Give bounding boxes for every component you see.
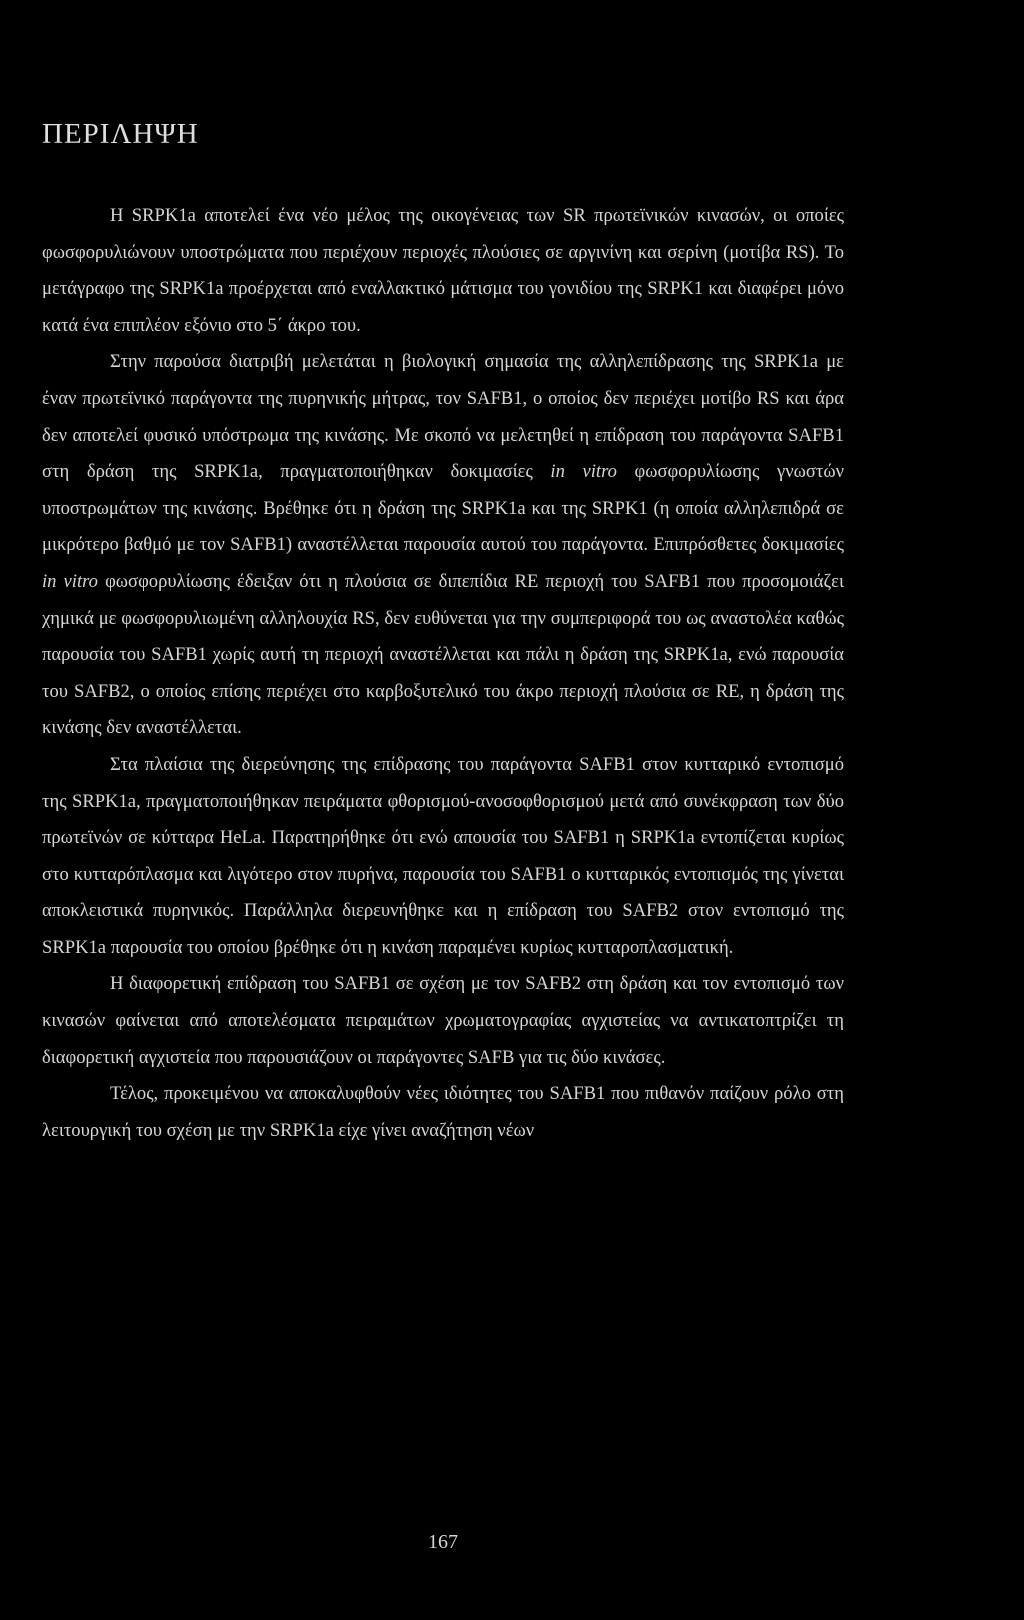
paragraph-1-text: Η SRPK1a αποτελεί ένα νέο μέλος της οικογένειας των SR πρωτεϊνικών κινασών, οι οποίες φωσφορυλιώνουν υποστρώματα που περιέχουν περιοχές πλούσιες σε αργινίνη και σερίνη (μοτίβα RS). Το μετάγραφο της SRPK1a προέρχεται από εναλλακτικό μάτισμα του γονιδίου της SRPK1 και διαφέρει μόνο κατά ένα επιπλέον εξόνιο στο 5΄ άκρο του. xyxy=(42,205,844,336)
italic-term: in vitro xyxy=(42,570,98,592)
paragraph-2-text-a: Στην παρούσα διατριβή μελετάται η βιολογική σημασία της αλληλεπίδρασης της SRPK1a με έναν πρωτεϊνικό παράγοντα της πυρηνικής μήτρας, τον SAFB1, ο οποίος δεν περιέχει μοτίβο RS και άρα δεν αποτελεί φυσικό υπόστρωμα της κινάσης. Με σκοπό να μελετηθεί η επίδραση του παράγοντα SAFB1 στη δράση της SRPK1a, πραγματοποιήθηκαν δοκιμασίες xyxy=(42,351,844,483)
italic-term: in vitro xyxy=(550,461,617,483)
paragraph-2-text-b: φωσφορυλίωσης γνωστών υποστρωμάτων της κινάσης. Βρέθηκε ότι η δράση της SRPK1a και της SRPK1 (η οποία αλληλεπιδρά σε μικρότερο βαθμό με τον SAFB1) αναστέλλεται παρουσία αυτού του παράγοντα. Επιπρόσθετες δοκιμασίες xyxy=(42,461,844,556)
paragraph-4 xyxy=(42,966,844,1076)
paragraph-3-text: Στα πλαίσια της διερεύνησης της επίδρασης του παράγοντα SAFB1 στον κυτταρικό εντοπισμό της SRPK1a, πραγματοποιήθηκαν πειράματα φθορισμού-ανοσοφθορισμού μετά από συνέκφραση των δύο πρωτεϊνών σε κύτταρα HeLa. Παρατηρήθηκε ότι ενώ απουσία του SAFB1 η SRPK1a εντοπίζεται κυρίως στο κυτταρόπλασμα και λιγότερο στον πυρήνα, παρουσία του SAFB1 ο κυτταρικός εντοπισμός της γίνεται αποκλειστικά πυρηνικός. Παράλληλα διερευνήθηκε και η επίδραση του SAFB2 στον εντοπισμό της SRPK1a παρουσία του οποίου βρέθηκε ότι η κινάση παραμένει κυρίως κυτταροπλασματική. xyxy=(42,753,844,958)
paragraph-4-text: Η διαφορετική επίδραση του SAFB1 σε σχέση με τον SAFB2 στη δράση και τον εντοπισμό των κινασών φαίνεται από αποτελέσματα πειραμάτων χρωματογραφίας αγχιστείας να αντικατοπτρίζει τη διαφορετική αγχιστεία που παρουσιάζουν οι παράγοντες SAFB για τις δύο κινάσες. xyxy=(42,973,844,1068)
paragraph-3 xyxy=(42,747,844,967)
paragraph-5 xyxy=(42,1076,844,1149)
paragraph-2 xyxy=(42,344,844,747)
page-title: ΠΕΡΙΛΗΨΗ xyxy=(42,118,199,150)
paragraph-1 xyxy=(42,198,844,344)
paragraph-2-text-c: φωσφορυλίωσης έδειξαν ότι η πλούσια σε διπεπίδια RE περιοχή του SAFB1 που προσομοιάζει χημικά με φωσφορυλιωμένη αλληλουχία RS, δεν ευθύνεται για την συμπεριφορά του ως αναστολέα καθώς παρουσία του SAFB1 χωρίς αυτή τη περιοχή αναστέλλεται και πάλι η δράση της SRPK1a, ενώ παρουσία του SAFB2, ο οποίος επίσης περιέχει στο καρβοξυτελικό του άκρο περιοχή πλούσια σε RE, η δράση της κινάσης δεν αναστέλλεται. xyxy=(42,570,844,739)
page-number: 167 xyxy=(428,1531,458,1553)
paragraph-5-text: Τέλος, προκειμένου να αποκαλυφθούν νέες ιδιότητες του SAFB1 που πιθανόν παίζουν ρόλο στη λειτουργική του σχέση με την SRPK1a είχε γίνει αναζήτηση νέων xyxy=(42,1083,844,1141)
abstract-body xyxy=(42,198,844,1149)
